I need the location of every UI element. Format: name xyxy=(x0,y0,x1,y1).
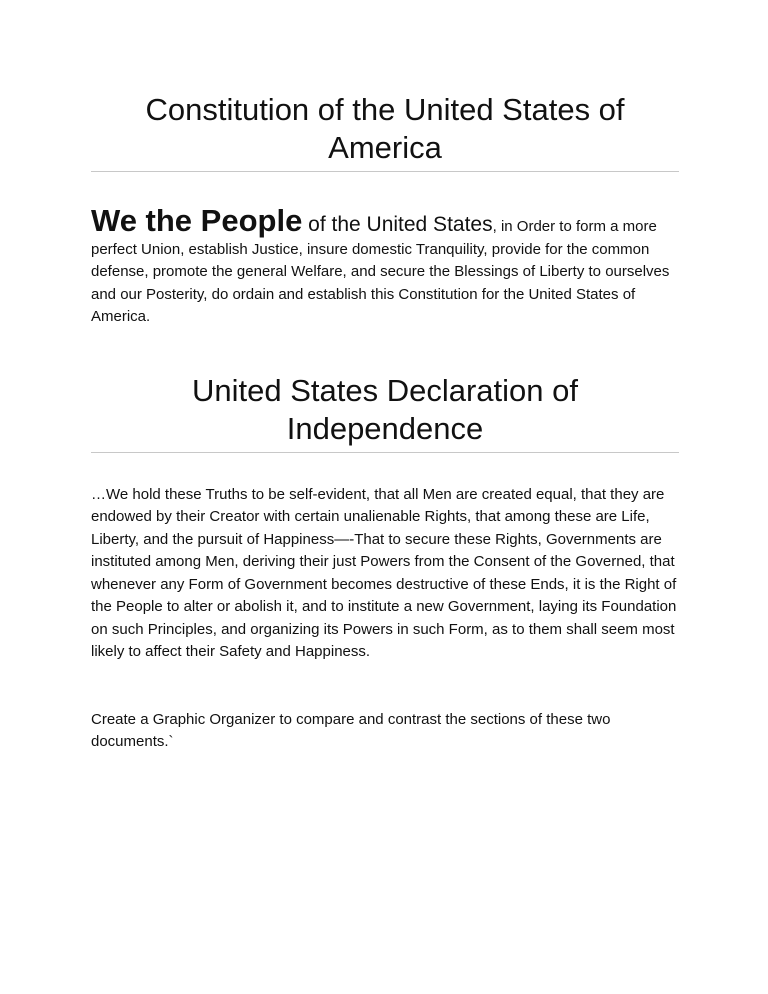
preamble-body: , in Order to form a more perfect Union, establish Justice, insure domestic Tranquility, provide for the common defense, promote the general Welfare, and secure the Blessings of Liberty to ourselves and our Posterity, do ordain and establish this Constitution for the United States of America. xyxy=(91,218,670,325)
declaration-excerpt: …We hold these Truths to be self-evident, that all Men are created equal, that they are endowed by their Creator with certain unalienable Rights, that among these are Life, Liberty, and the pursuit of Happiness—-That to secure these Rights, Governments are instituted among Men, deriving their just Powers from the Consent of the Governed, that whenever any Form of Government becomes destructive of these Ends, it is the Right of the People to alter or abolish it, and to institute a new Government, laying its Foundation on such Principles, and organizing its Powers in such Form, as to them shall seem most likely to affect their Safety and Happiness. xyxy=(91,485,677,660)
document-page xyxy=(91,0,679,754)
assignment-instruction: Create a Graphic Organizer to compare and contrast the sections of these two documents.` xyxy=(91,710,611,750)
constitution-title: Constitution of the United States of America xyxy=(91,91,679,172)
preamble-we-the-people: We the People xyxy=(91,203,303,238)
constitution-preamble xyxy=(91,205,679,329)
preamble-of-the-united-states: of the United States xyxy=(302,213,493,236)
declaration-title: United States Declaration of Independence xyxy=(91,372,679,453)
